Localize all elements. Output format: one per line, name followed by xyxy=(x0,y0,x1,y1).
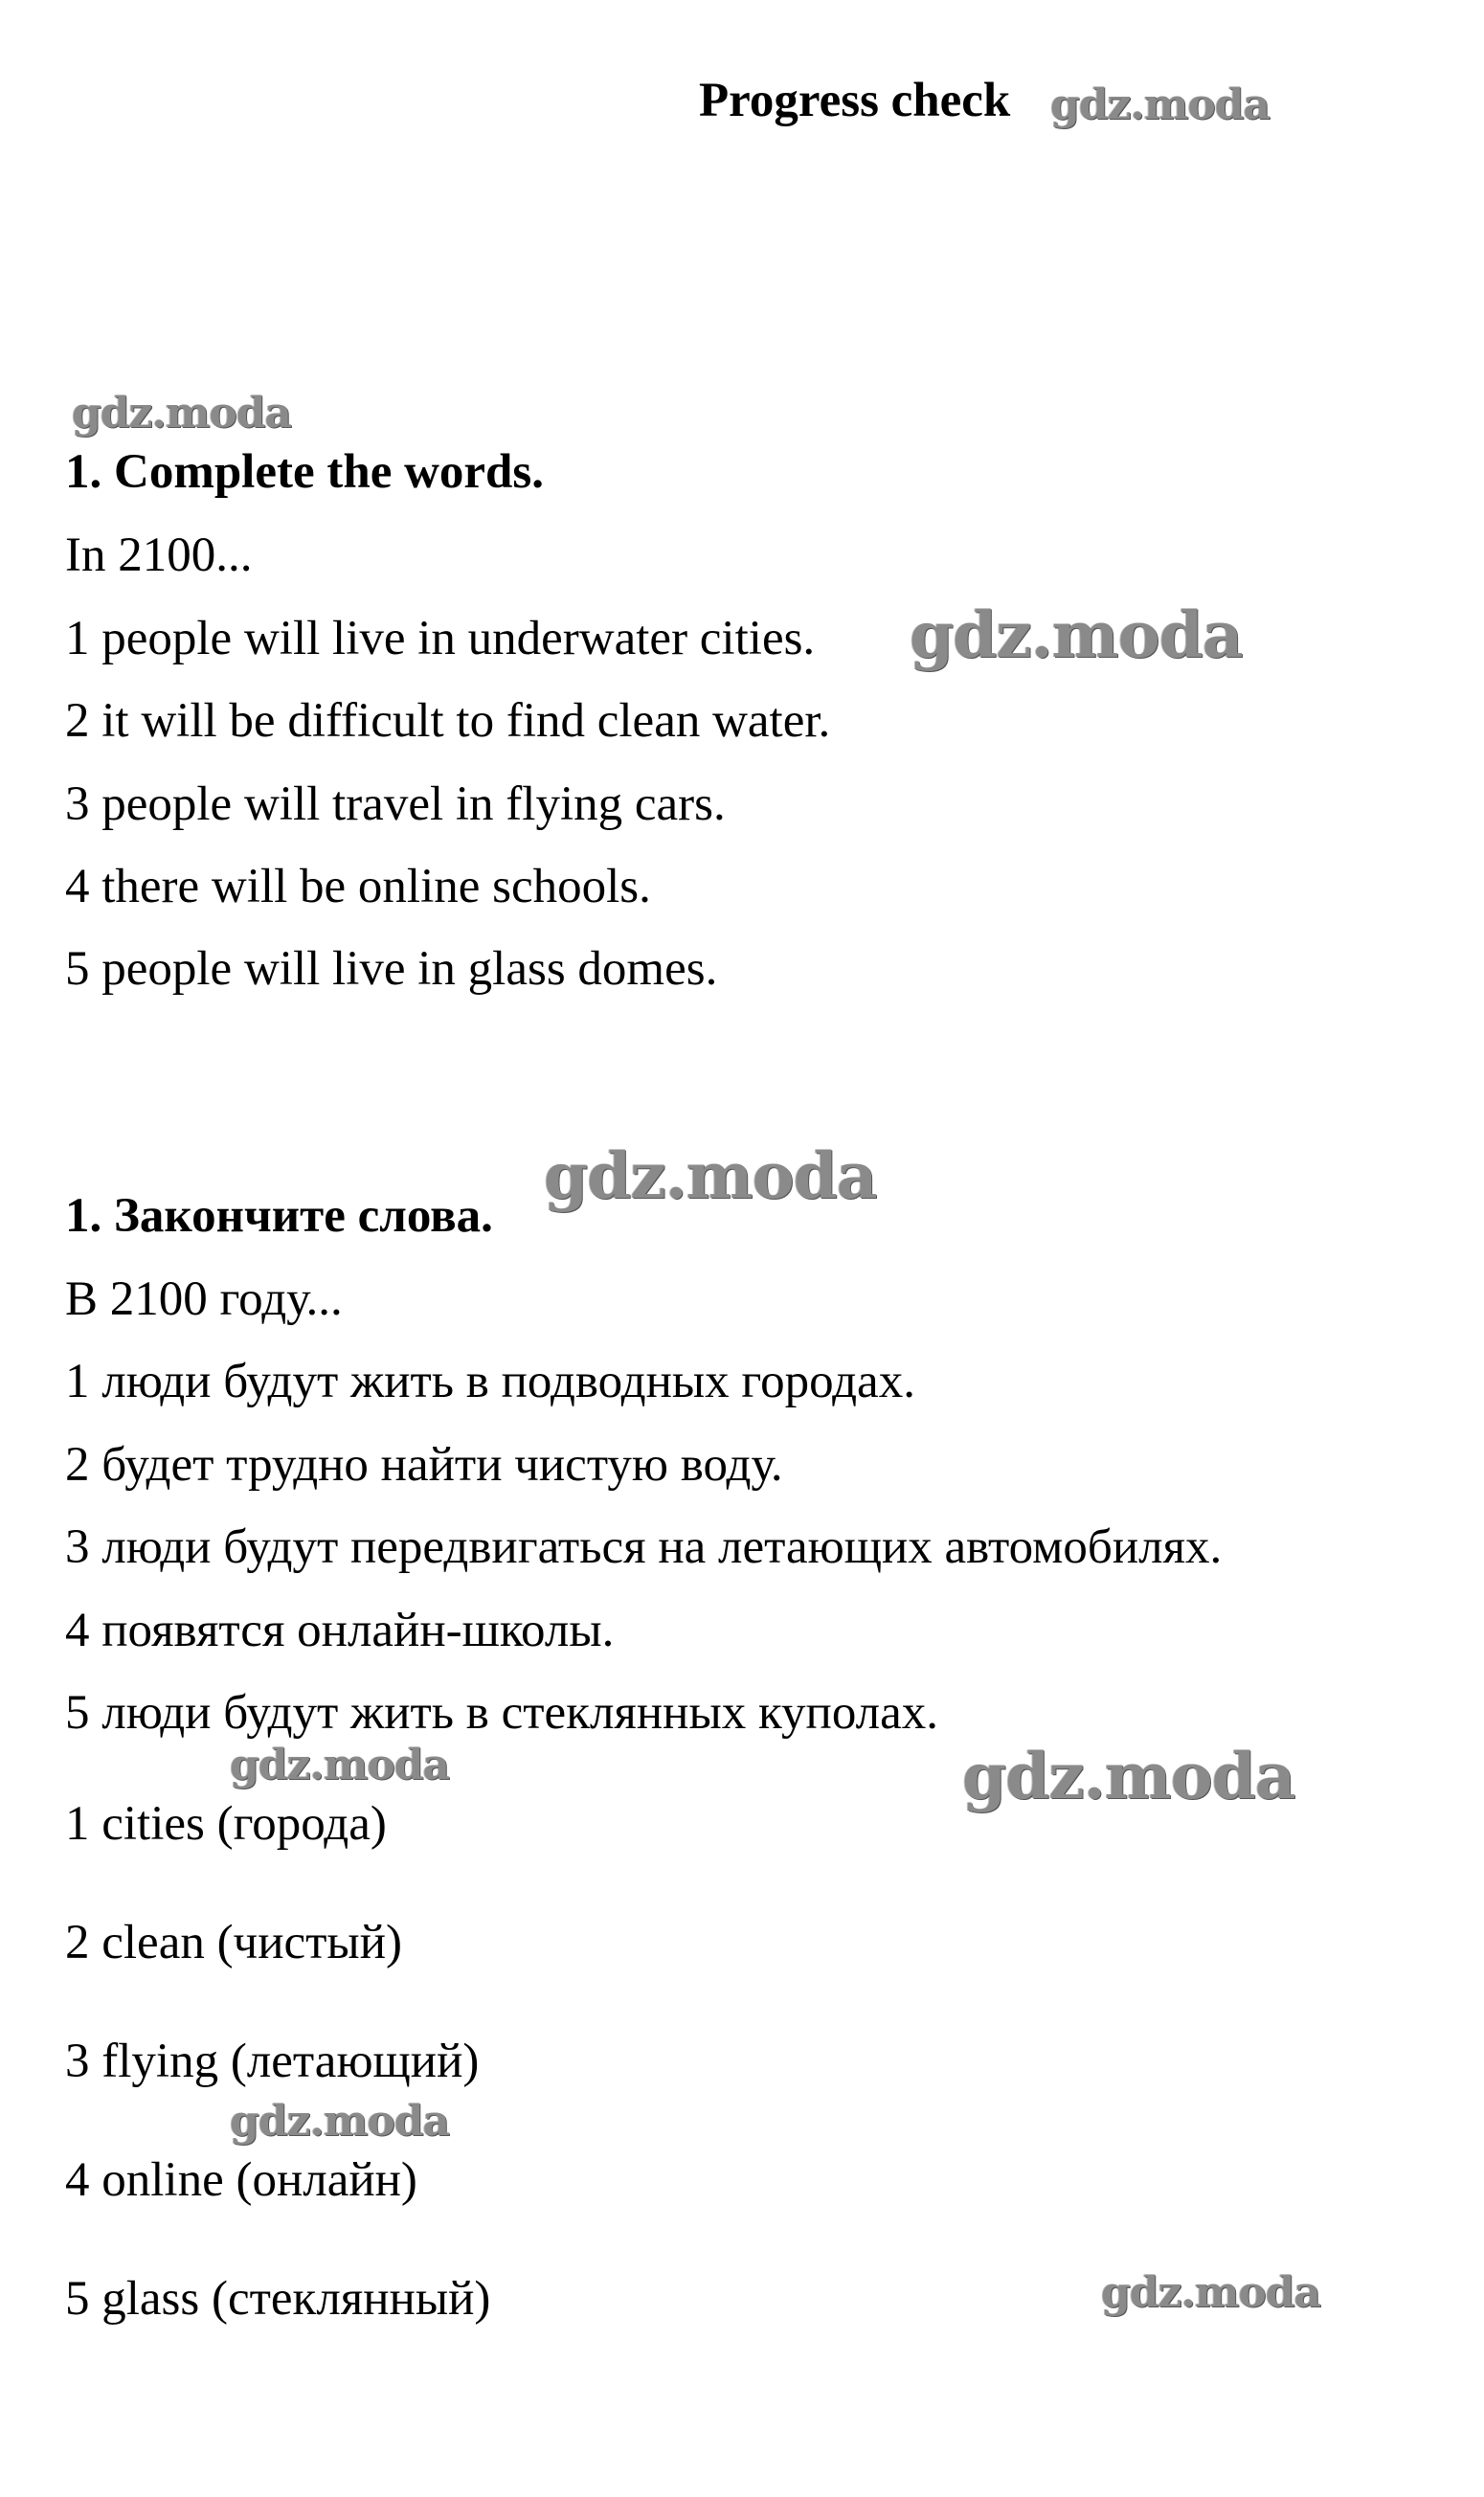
exercise-item: 2 it will be difficult to find clean water. xyxy=(65,694,831,748)
watermark-logo: gdz.moda xyxy=(1101,2268,1321,2317)
translation-heading: 1. Закончите слова. xyxy=(65,1189,493,1243)
exercise-item: 5 people will live in glass domes. xyxy=(65,942,718,996)
translation-item: 1 люди будут жить в подводных городах. xyxy=(65,1355,915,1408)
exercise-heading: 1. Complete the words. xyxy=(65,445,545,499)
exercise-item: 3 people will travel in flying cars. xyxy=(65,777,726,831)
translation-intro: В 2100 году... xyxy=(65,1272,343,1326)
watermark-logo: gdz.moda xyxy=(962,1739,1295,1813)
watermark-logo: gdz.moda xyxy=(230,1741,450,1789)
translation-item: 5 люди будут жить в стеклянных куполах. xyxy=(65,1686,938,1740)
translation-item: 3 люди будут передвигаться на летающих автомобилях. xyxy=(65,1520,1223,1574)
page-title: Progress check xyxy=(699,74,1011,127)
watermark-logo: gdz.moda xyxy=(544,1138,877,1213)
answer-item: 4 online (онлайн) xyxy=(65,2153,417,2207)
watermark-logo: gdz.moda xyxy=(1050,80,1270,129)
translation-item: 4 появятся онлайн-школы. xyxy=(65,1604,615,1657)
watermark-logo: gdz.moda xyxy=(230,2097,450,2146)
watermark-logo: gdz.moda xyxy=(72,389,292,438)
exercise-item: 4 there will be online schools. xyxy=(65,860,651,913)
watermark-logo: gdz.moda xyxy=(910,597,1243,672)
translation-item: 2 будет трудно найти чистую воду. xyxy=(65,1438,783,1492)
answer-item: 1 cities (города) xyxy=(65,1797,387,1851)
exercise-intro: In 2100... xyxy=(65,529,253,582)
answer-item: 3 flying (летающий) xyxy=(65,2035,480,2088)
exercise-item: 1 people will live in underwater cities. xyxy=(65,612,816,665)
answer-item: 2 clean (чистый) xyxy=(65,1916,402,1969)
answer-item: 5 glass (стеклянный) xyxy=(65,2272,491,2326)
